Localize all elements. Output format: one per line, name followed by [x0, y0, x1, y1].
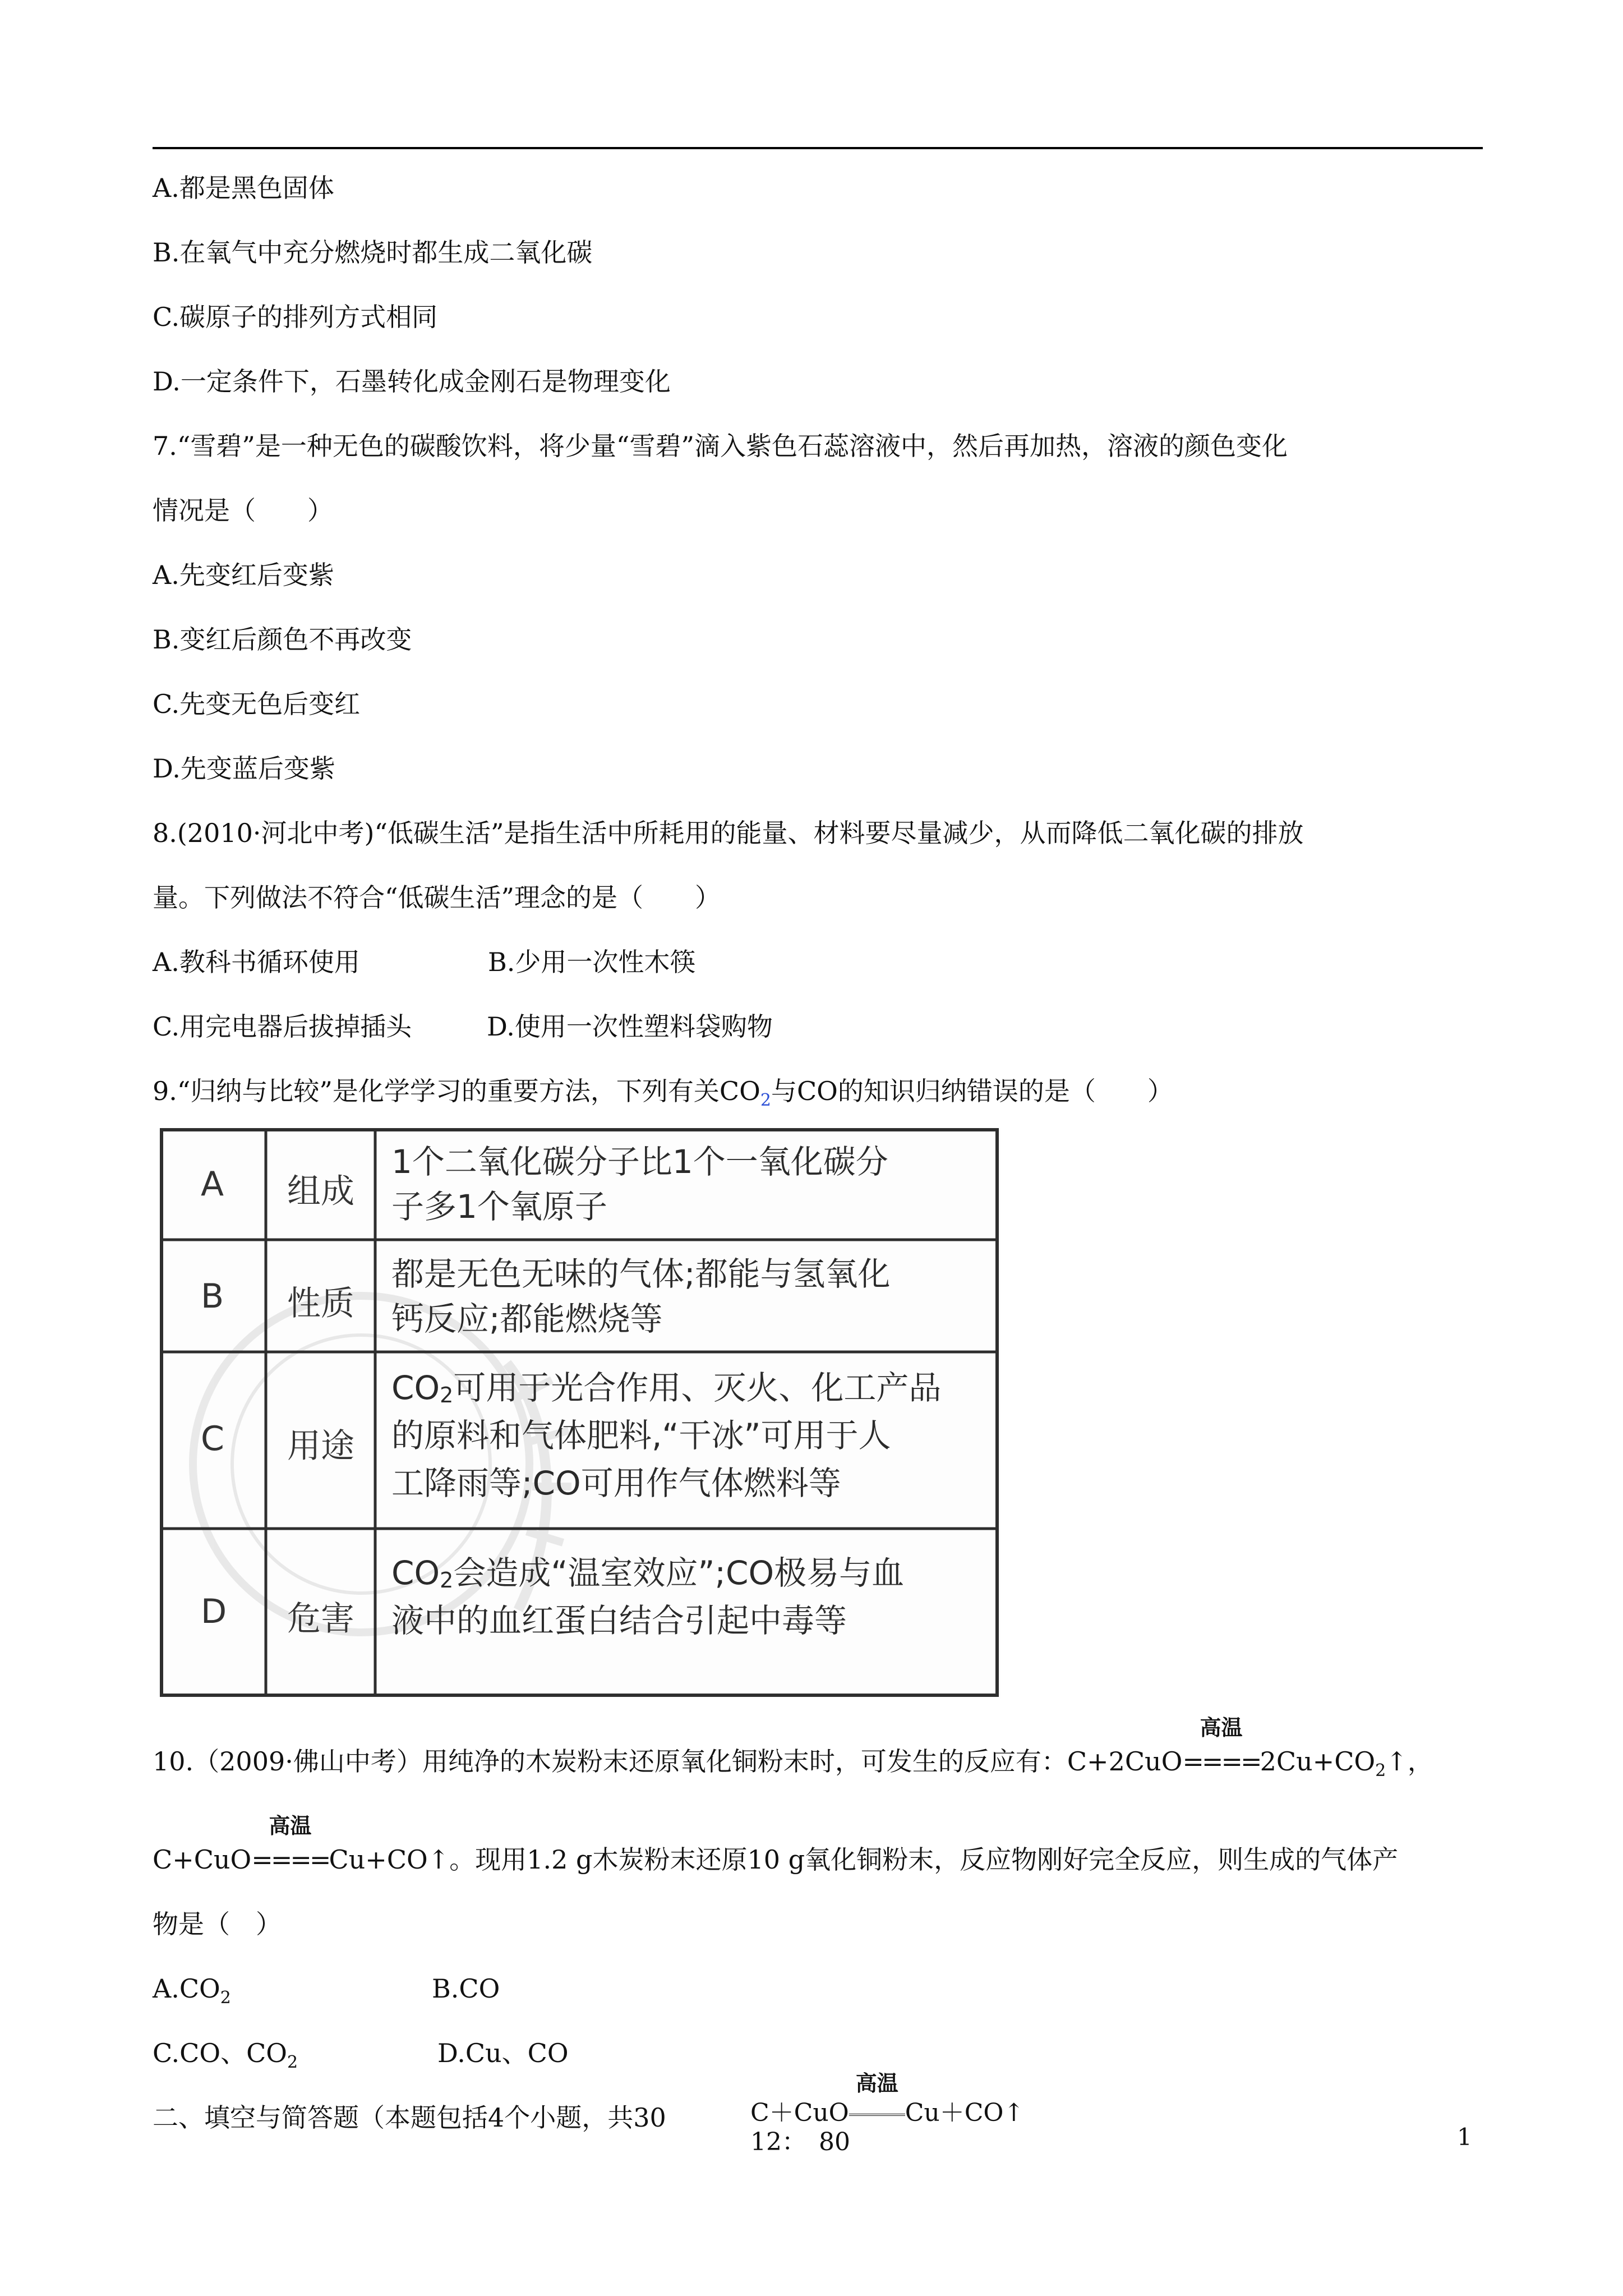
q9-stem-post: 与CO的知识归纳错误的是（ ）	[771, 1076, 1173, 1106]
q10-line1-end: ↑，	[1386, 1746, 1433, 1777]
reaction-equals-1: ====	[1182, 1746, 1260, 1777]
q10-option-a-subscript: 2	[220, 1988, 231, 2008]
q10-line1-pre: 10.（2009·佛山中考）用纯净的木炭粉末还原氧化铜粉末时，可发生的反应有：C+2CuO	[153, 1746, 1183, 1777]
table-row-c-line1	[391, 1366, 941, 1410]
table-row-b-line2: 钙反应;都能燃烧等	[391, 1300, 663, 1338]
q9-stem	[153, 1074, 1173, 1108]
table-row-c-line2: 的原料和气体肥料,“干冰”可用于人	[391, 1416, 891, 1455]
overlay-condition-label: 高温	[855, 2071, 898, 2096]
reaction-condition-2	[251, 1814, 329, 1876]
overlay-equals	[849, 2114, 905, 2116]
q6-option-c: C.碳原子的排列方式相同	[153, 302, 438, 332]
table-row-c-letter: C	[201, 1419, 224, 1458]
table-row-c-category: 用途	[287, 1427, 354, 1466]
q10-line2-post: Cu+CO↑。现用1.2 g木炭粉末还原10 g氧化铜粉末，反应物刚好完全反应，则生成的气体产	[329, 1844, 1399, 1875]
q10-line2	[153, 1814, 1399, 1876]
q6-option-a: A.都是黑色固体	[153, 173, 334, 203]
table-row-d-line1	[391, 1551, 904, 1595]
table-co2-subscript: 2	[440, 1383, 454, 1407]
page-number: 1	[1457, 2123, 1472, 2151]
co2-co-comparison-table	[159, 1128, 1000, 1700]
header-rule	[153, 147, 1483, 149]
overlay-condition	[849, 2071, 905, 2128]
table-row-b-line1: 都是无色无味的气体;都能与氢氧化	[391, 1255, 891, 1293]
table-row-c-line3: 工降雨等;CO可用作气体燃料等	[391, 1464, 841, 1502]
condition-label-2: 高温	[269, 1814, 312, 1838]
q10-option-c-subscript: 2	[287, 2053, 298, 2072]
table-row-a-line2: 子多1个氧原子	[391, 1188, 607, 1226]
q8-stem-line1: 8.(2010·河北中考)“低碳生活”是指生活中所耗用的能量、材料要尽量减少，从而降低二氧化碳的排放	[153, 818, 1304, 848]
table-co2-subscript-d: 2	[440, 1568, 454, 1593]
q7-option-d: D.先变蓝后变紫	[153, 753, 335, 784]
table-row-b-letter: B	[201, 1277, 224, 1316]
table-row-b-category: 性质	[287, 1284, 354, 1323]
overlay-formula-right: Cu＋CO	[905, 2099, 1004, 2127]
q8-option-d: D.使用一次性塑料袋购物	[487, 1011, 773, 1042]
table-row-a-category: 组成	[287, 1172, 354, 1211]
q10-line1-post: 2Cu+CO	[1260, 1746, 1376, 1777]
table-row-d-line2: 液中的血红蛋白结合引起中毒等	[391, 1602, 847, 1640]
reaction-equals-2: ====	[251, 1844, 329, 1875]
q10-option-c-text: C.CO、CO	[153, 2038, 287, 2068]
q8-option-a: A.教科书循环使用	[153, 947, 360, 977]
q10-line3: 物是（ ）	[153, 1909, 282, 1939]
q7-option-c: C.先变无色后变红	[153, 689, 361, 719]
reaction-condition-1	[1182, 1715, 1260, 1778]
table-row-d-category: 危害	[287, 1599, 354, 1639]
table-row-a-letter: A	[201, 1165, 224, 1204]
q10-option-a	[153, 1972, 231, 2008]
table-row-c-line1-text: 可用于光合作用、灭火、化工产品	[453, 1369, 942, 1407]
q10-option-d: D.Cu、CO	[437, 2038, 569, 2068]
q8-option-b: B.少用一次性木筷	[488, 947, 696, 977]
table-row-d-line1-text: 会造成“温室效应”;CO极易与血	[453, 1554, 905, 1592]
q10-option-b: B.CO	[432, 1973, 500, 2004]
q10-line1-subscript: 2	[1375, 1761, 1386, 1780]
q9-stem-pre: 9.“归纳与比较”是化学学习的重要方法，下列有关CO	[153, 1076, 760, 1106]
overlay-arrow: ↑	[1003, 2099, 1025, 2127]
q7-option-b: B.变红后颜色不再改变	[153, 624, 412, 655]
q7-stem-line1: 7.“雪碧”是一种无色的碳酸饮料，将少量“雪碧”滴入紫色石蕊溶液中，然后再加热，溶液的颜色变化	[153, 431, 1288, 461]
table-row-d-letter: D	[201, 1592, 227, 1631]
q7-option-a: A.先变红后变紫	[153, 560, 334, 590]
table-co2-prefix: CO	[391, 1369, 440, 1407]
q10-line1	[153, 1715, 1433, 1780]
section2-heading: 二、填空与简答题（本题包括4个小题，共30	[153, 2102, 666, 2133]
table-row-a-line1: 1个二氧化碳分子比1个一氧化碳分	[391, 1143, 888, 1181]
overlay-ratio: 12： 80	[750, 2128, 850, 2156]
q9-co2-subscript: 2	[760, 1091, 771, 1110]
table-co2-prefix-d: CO	[391, 1554, 440, 1592]
q8-option-c: C.用完电器后拔掉插头	[153, 1011, 412, 1042]
condition-label-1: 高温	[1200, 1715, 1243, 1740]
overlay-formula	[750, 2071, 1025, 2128]
q7-stem-line2: 情况是（ ）	[153, 495, 333, 526]
overlay-formula-left: C＋CuO	[750, 2099, 849, 2127]
q8-stem-line2: 量。下列做法不符合“低碳生活”理念的是（ ）	[153, 882, 721, 913]
q6-option-b: B.在氧气中充分燃烧时都生成二氧化碳	[153, 237, 593, 268]
q6-option-d: D.一定条件下，石墨转化成金刚石是物理变化	[153, 366, 671, 397]
q10-option-a-text: A.CO	[153, 1973, 220, 2004]
q10-line2-pre: C+CuO	[153, 1844, 252, 1875]
q10-option-c	[153, 2036, 298, 2070]
